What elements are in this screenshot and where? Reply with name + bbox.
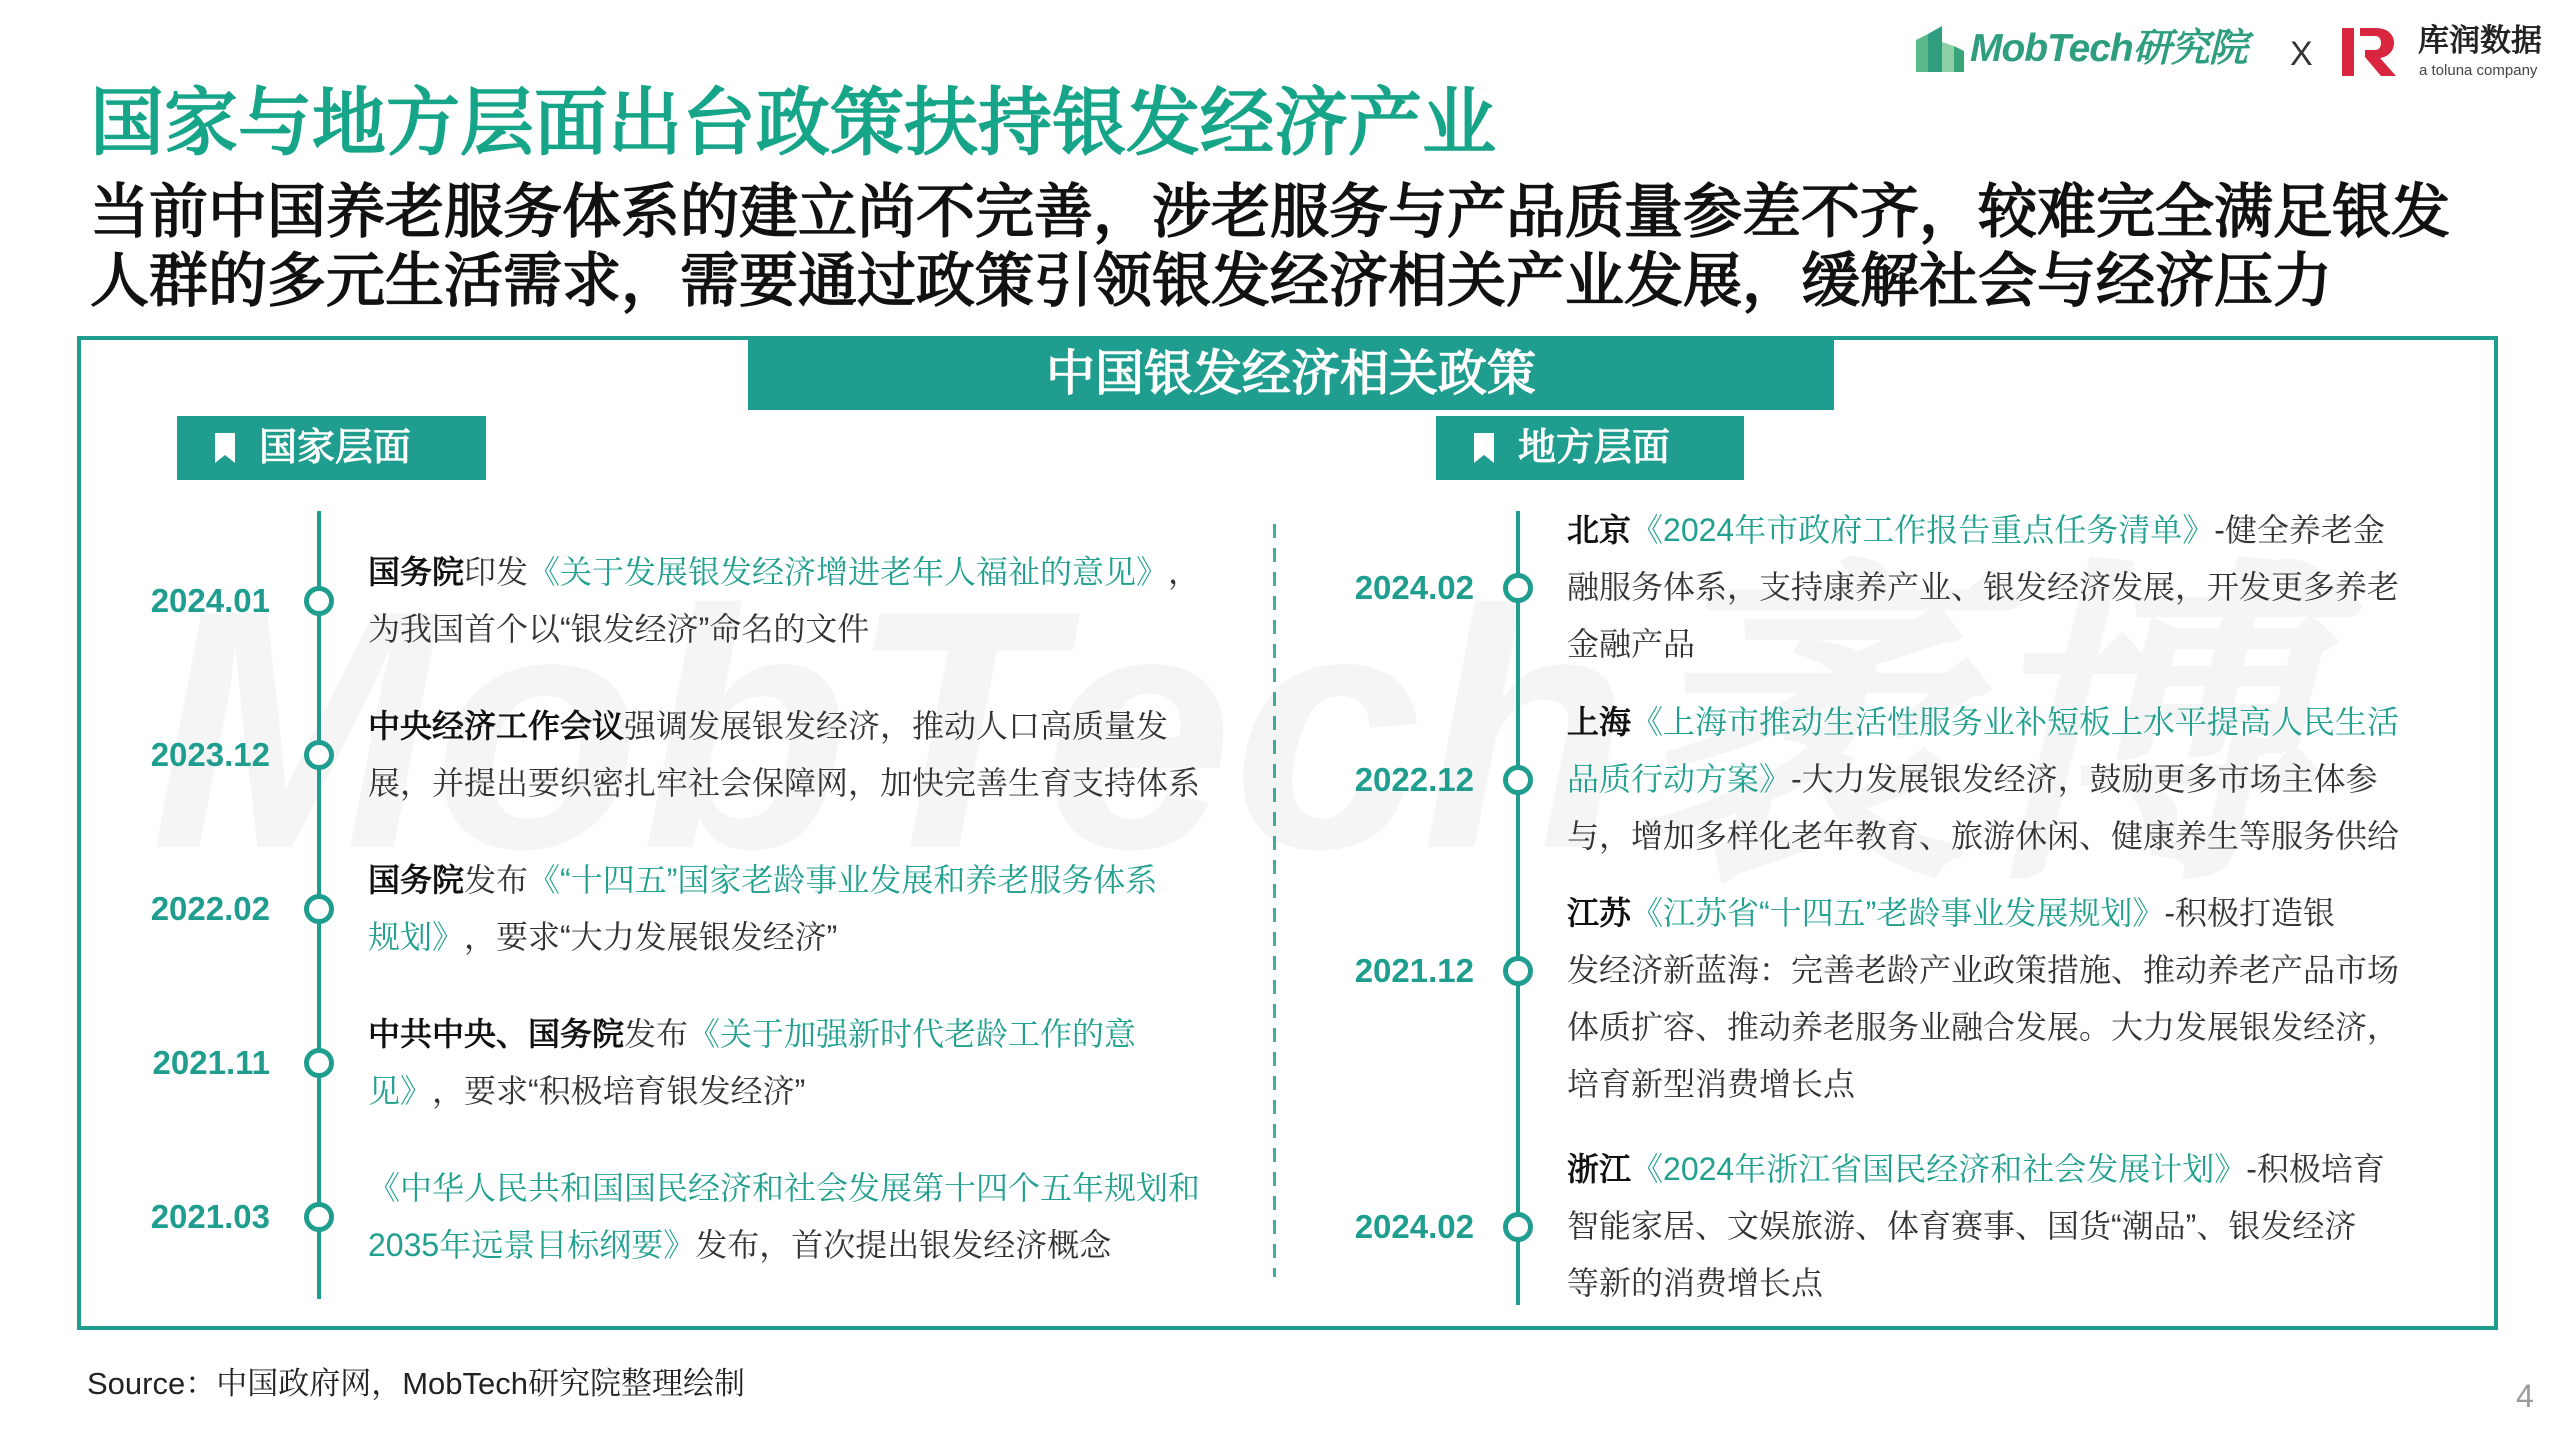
policy-text: -健全养老金 (2214, 512, 2385, 548)
policy-line (1567, 751, 2399, 808)
page-title: 国家与地方层面出台政策扶持银发经济产业 (90, 81, 1496, 164)
issuing-body: 国务院 (368, 554, 465, 590)
policy-action: 发布 (464, 862, 529, 898)
tab-local-level (1436, 416, 1744, 480)
policy-entry-text (1567, 694, 2399, 865)
kurun-logo-subtext: a toluna company (2419, 62, 2538, 79)
policy-text: 为我国首个以“银发经济”命名的文件 (368, 611, 870, 647)
policy-document-title: 《关于加强新时代老龄工作的意 (688, 1016, 1137, 1052)
timeline-date: 2024.02 (1354, 569, 1474, 606)
policy-panel (77, 336, 2498, 1330)
timeline-date: 2021.12 (1354, 952, 1474, 989)
region-name: 浙江 (1567, 1151, 1632, 1187)
policy-document-title: 2035年远景目标纲要》 (368, 1227, 696, 1263)
policy-line (1567, 502, 2399, 559)
policy-line (368, 1160, 1200, 1217)
issuing-body: 中共中央、国务院 (368, 1016, 625, 1052)
policy-line (368, 1006, 1136, 1063)
policy-line (1567, 808, 2399, 865)
kurun-logo-text: 库润数据 (2418, 23, 2542, 58)
policy-line (1567, 694, 2399, 751)
policy-text: -积极培育 (2246, 1151, 2385, 1187)
policy-text: ， (1168, 554, 1201, 590)
tab-label: 国家层面 (259, 427, 412, 469)
policy-line (368, 1063, 1136, 1120)
subtitle-line: 当前中国养老服务体系的建立尚不完善，涉老服务与产品质量参差不齐，较难完全满足银发 (90, 179, 2451, 245)
policy-line (1567, 1141, 2385, 1198)
timeline-line (1516, 511, 1520, 1305)
panel-heading: 中国银发经济相关政策 (748, 339, 1834, 410)
kurun-r-icon (2338, 24, 2404, 80)
policy-line (1567, 616, 2399, 673)
subtitle-line: 人群的多元生活需求，需要通过政策引领银发经济相关产业发展，缓解社会与经济压力 (90, 248, 2333, 314)
page-number: 4 (2516, 1378, 2534, 1414)
policy-line (368, 1217, 1200, 1274)
issuing-body: 中央经济工作会议 (368, 708, 625, 744)
policy-document-title: 《江苏省“十四五”老龄事业发展规划》 (1631, 895, 2165, 931)
timeline-node (304, 894, 334, 924)
policy-line (368, 755, 1200, 812)
policy-entry-text (368, 852, 1157, 966)
policy-text: ，要求“积极培育银发经济” (432, 1073, 806, 1109)
timeline-node (1503, 956, 1533, 986)
bookmark-icon (213, 431, 237, 465)
policy-action: 发布 (624, 1016, 689, 1052)
bookmark-icon (1472, 431, 1496, 465)
policy-text: ，要求“大力发展银发经济” (464, 919, 838, 955)
policy-text: -大力发展银发经济，鼓励更多市场主体参 (1791, 761, 2378, 797)
timeline-date: 2022.12 (1354, 761, 1474, 798)
timeline-node (304, 1202, 334, 1232)
policy-text: 等新的消费增长点 (1567, 1265, 1824, 1301)
policy-text: 与，增加多样化老年教育、旅游休闲、健康养生等服务供给 (1567, 818, 2400, 854)
policy-document-title: 规划》 (368, 919, 465, 955)
policy-line (368, 601, 1200, 658)
timeline-node (1503, 1212, 1533, 1242)
tab-label: 地方层面 (1518, 427, 1671, 469)
policy-document-title: 《2024年市政府工作报告重点任务清单》 (1631, 512, 2215, 548)
policy-entry-text (1567, 1141, 2385, 1312)
policy-text: 智能家居、文娱旅游、体育赛事、国货“潮品”、银发经济 (1567, 1208, 2357, 1244)
timeline-date: 2021.03 (150, 1198, 270, 1235)
policy-line (1567, 942, 2399, 999)
mobtech-logo-text: MobTech研究院 (1970, 27, 2247, 70)
policy-text: 发布，首次提出银发经济概念 (695, 1227, 1112, 1263)
column-divider (1273, 524, 1276, 1277)
timeline-node (1503, 573, 1533, 603)
region-name: 江苏 (1567, 895, 1632, 931)
policy-document-title: 《“十四五”国家老龄事业发展和养老服务体系 (528, 862, 1158, 898)
mobtech-building-icon (1914, 24, 1966, 74)
policy-line (1567, 885, 2399, 942)
policy-document-title: 《2024年浙江省国民经济和社会发展计划》 (1631, 1151, 2247, 1187)
policy-action: 印发 (464, 554, 529, 590)
policy-line (1567, 1198, 2385, 1255)
policy-entry-text (368, 1160, 1200, 1274)
policy-text: -积极打造银 (2164, 895, 2336, 931)
policy-document-title: 《中华人民共和国国民经济和社会发展第十四个五年规划和 (368, 1170, 1201, 1206)
policy-document-title: 品质行动方案》 (1567, 761, 1792, 797)
page-subtitle (90, 178, 2450, 316)
policy-line (368, 852, 1157, 909)
tab-national-level (177, 416, 486, 480)
policy-text: 金融产品 (1567, 626, 1696, 662)
source-note: Source：中国政府网，MobTech研究院整理绘制 (87, 1366, 746, 1401)
policy-entry-text (1567, 502, 2399, 673)
policy-text: 发经济新蓝海：完善老龄产业政策措施、推动养老产品市场 (1567, 952, 2400, 988)
policy-text: 融服务体系，支持康养产业、银发经济发展，开发更多养老 (1567, 569, 2400, 605)
region-name: 上海 (1567, 704, 1632, 740)
policy-document-title: 见》 (368, 1073, 433, 1109)
timeline-date: 2023.12 (150, 736, 270, 773)
policy-text: 体质扩容、推动养老服务业融合发展。大力发展银发经济， (1567, 1009, 2400, 1045)
timeline-date: 2022.02 (150, 890, 270, 927)
policy-line (368, 909, 1157, 966)
policy-line (1567, 1255, 2385, 1312)
policy-entry-text (368, 1006, 1136, 1120)
logo-separator: X (2290, 35, 2313, 73)
timeline-date: 2021.11 (152, 1044, 270, 1081)
policy-line (1567, 999, 2399, 1056)
policy-document-title: 《上海市推动生活性服务业补短板上水平提高人民生活 (1631, 704, 2400, 740)
policy-text: 展，并提出要织密扎牢社会保障网，加快完善生育支持体系 (368, 765, 1201, 801)
timeline-date: 2024.01 (150, 582, 270, 619)
timeline-node (304, 1048, 334, 1078)
timeline-node (1503, 765, 1533, 795)
policy-text: 强调发展银发经济，推动人口高质量发 (624, 708, 1169, 744)
policy-line (368, 544, 1200, 601)
policy-document-title: 《关于发展银发经济增进老年人福祉的意见》 (528, 554, 1169, 590)
policy-line (1567, 1056, 2399, 1113)
region-name: 北京 (1567, 512, 1632, 548)
policy-entry-text (368, 544, 1200, 658)
issuing-body: 国务院 (368, 862, 465, 898)
policy-line (1567, 559, 2399, 616)
timeline-date: 2024.02 (1354, 1208, 1474, 1245)
timeline-node (304, 586, 334, 616)
policy-text: 培育新型消费增长点 (1567, 1066, 1856, 1102)
timeline-node (304, 740, 334, 770)
policy-entry-text (368, 698, 1200, 812)
policy-entry-text (1567, 885, 2399, 1113)
policy-line (368, 698, 1200, 755)
